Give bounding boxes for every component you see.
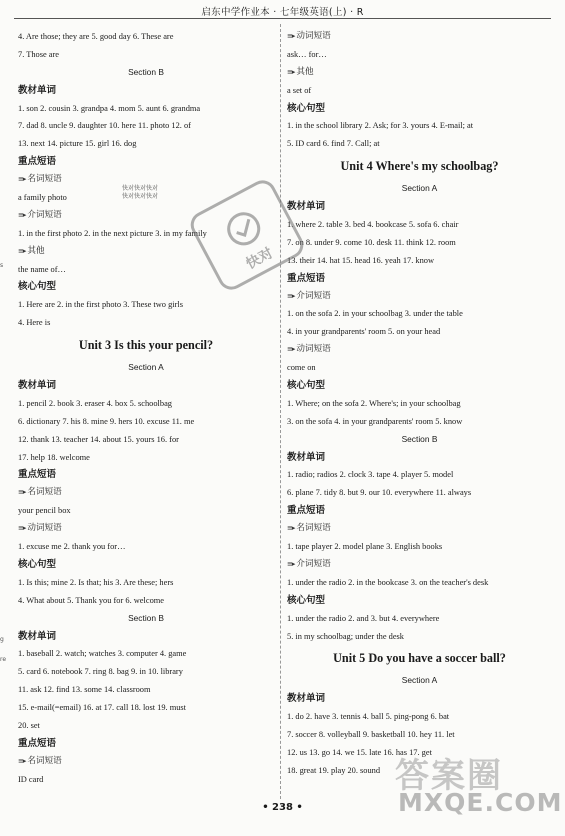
answer-line: 5. in my schoolbag; under the desk <box>287 631 404 641</box>
category-heading: 核心句型 <box>287 380 326 392</box>
column-divider <box>280 24 281 799</box>
answer-line: 1. in the school library 2. Ask; for 3. yours 4. E-mail; at <box>287 121 474 131</box>
answer-line: 17. help 18. welcome <box>18 452 90 462</box>
watermark-line1: 答案圈 <box>395 756 503 796</box>
section-heading: Section A <box>128 362 164 373</box>
subcategory-heading <box>18 520 274 538</box>
arrow-marker-icon: ≡▸ <box>287 67 295 76</box>
subcategory-heading <box>18 484 274 502</box>
answer-line: 15. e-mail(=email) 16. at 17. call 18. lost 19. must <box>18 703 187 713</box>
subcategory-heading <box>287 64 552 82</box>
arrow-marker-icon: ≡▸ <box>18 488 26 497</box>
answer-line: 1. excuse me 2. thank you for… <box>18 542 126 552</box>
answer-line: 1. on the sofa 2. in your schoolbag 3. under the table <box>287 309 463 319</box>
answer-line: 12. thank 13. teacher 14. about 15. yours 16. for <box>18 434 179 444</box>
subcategory-label: 其他 <box>296 66 314 77</box>
subcategory-label: 介词短语 <box>296 558 331 569</box>
answer-line: come on <box>287 363 316 373</box>
answer-line: 3. on the sofa 4. in your grandparents' room 5. know <box>287 416 463 426</box>
handwritten-note: 快对快对快对 快对快对快对 <box>122 185 159 200</box>
subcategory-label: 名词短语 <box>27 487 62 498</box>
answer-line: 20. set <box>18 720 40 730</box>
subcategory-heading <box>287 341 552 359</box>
answer-line: 1. under the radio 2. in the bookcase 3. on the teacher's desk <box>287 577 489 587</box>
subcategory-heading <box>287 556 552 574</box>
unit-title: Unit 4 Where's my schoolbag? <box>340 159 499 174</box>
answer-line: 7. Those are <box>18 49 60 59</box>
category-heading: 核心句型 <box>287 102 326 114</box>
answer-line: your pencil box <box>18 506 71 516</box>
category-heading: 教材单词 <box>18 84 57 96</box>
subcategory-heading <box>287 520 552 538</box>
category-heading: 重点短语 <box>18 469 57 481</box>
answer-line: a family photo <box>18 193 67 203</box>
section-heading: Section B <box>128 612 164 623</box>
subcategory-label: 名词短语 <box>27 755 62 766</box>
answer-line: 4. Are those; they are 5. good day 6. These are <box>18 32 174 41</box>
watermark-line2: MXQE.COM <box>398 788 563 817</box>
answer-line: 13. their 14. hat 15. head 16. yeah 17. know <box>287 255 434 265</box>
arrow-marker-icon: ≡▸ <box>18 756 26 765</box>
answer-line: a set of <box>287 85 312 95</box>
answer-line: 1. Where; on the sofa 2. Where's; in your schoolbag <box>287 398 461 408</box>
answer-line: 11. ask 12. find 13. some 14. classroom <box>18 685 151 695</box>
arrow-marker-icon: ≡▸ <box>287 32 295 40</box>
answer-line: 4. in your grandparents' room 5. on your head <box>287 327 441 337</box>
answer-line: 7. dad 8. uncle 9. daughter 10. here 11. photo 12. of <box>18 121 191 131</box>
answer-line: 1. Is this; mine 2. Is that; his 3. Are these; hers <box>18 577 174 587</box>
arrow-marker-icon: ≡▸ <box>18 246 26 255</box>
edge-mark: s <box>0 262 4 269</box>
page-header <box>0 0 565 20</box>
arrow-marker-icon: ≡▸ <box>18 210 26 219</box>
answer-line: 13. next 14. picture 15. girl 16. dog <box>18 139 137 149</box>
answer-line: 18. great 19. play 20. sound <box>287 765 381 775</box>
answer-line: 5. card 6. notebook 7. ring 8. bag 9. in 10. library <box>18 667 183 677</box>
answer-line: 1. Here are 2. in the first photo 3. These two girls <box>18 300 183 310</box>
answer-line: ID card <box>18 774 44 784</box>
subcategory-heading <box>287 28 552 46</box>
page-number: • 238 • <box>262 802 303 813</box>
category-heading: 教材单词 <box>18 630 57 642</box>
answer-line: 7. soccer 8. volleyball 9. basketball 10. hey 11. let <box>287 730 455 740</box>
category-heading: 重点短语 <box>18 737 57 749</box>
stamp-watermark-icon <box>188 176 306 294</box>
category-heading: 重点短语 <box>18 156 57 168</box>
section-heading: Section A <box>401 675 438 686</box>
answer-line: 1. under the radio 2. and 3. but 4. everywhere <box>287 613 440 623</box>
answer-line: 5. ID card 6. find 7. Call; at <box>287 139 380 149</box>
arrow-marker-icon: ≡▸ <box>18 524 26 533</box>
subcategory-label: 介词短语 <box>27 209 62 220</box>
unit-title: Unit 5 Do you have a soccer ball? <box>333 651 506 666</box>
subcategory-label: 其他 <box>27 245 45 256</box>
arrow-marker-icon: ≡▸ <box>18 175 26 184</box>
answer-line: 1. where 2. table 3. bed 4. bookcase 5. sofa 6. chair <box>287 220 459 230</box>
category-heading: 重点短语 <box>287 505 326 517</box>
answer-line: ask… for… <box>287 49 327 59</box>
stamp-text: 快对 <box>243 245 276 273</box>
answer-line: 7. on 8. under 9. come 10. desk 11. think 12. room <box>287 237 456 247</box>
subcategory-label: 动词短语 <box>296 31 331 41</box>
answer-line: the name of… <box>18 264 66 274</box>
answer-line: 1. pencil 2. book 3. eraser 4. box 5. schoolbag <box>18 398 172 408</box>
category-heading: 教材单词 <box>18 380 57 392</box>
subcategory-label: 名词短语 <box>296 523 331 534</box>
subcategory-label: 名词短语 <box>27 174 62 185</box>
answer-line: 1. baseball 2. watch; watches 3. computer 4. game <box>18 649 187 659</box>
arrow-marker-icon: ≡▸ <box>287 291 295 300</box>
subcategory-label: 动词短语 <box>27 523 62 534</box>
section-heading: Section B <box>401 433 438 444</box>
subcategory-label: 介词短语 <box>296 290 331 301</box>
arrow-marker-icon: ≡▸ <box>287 559 295 568</box>
subcategory-heading <box>18 753 274 771</box>
category-heading: 核心句型 <box>18 281 57 293</box>
category-heading: 核心句型 <box>287 594 326 606</box>
edge-mark: re <box>0 656 7 663</box>
answer-line: 6. dictionary 7. his 8. mine 9. hers 10. excuse 11. me <box>18 416 195 426</box>
arrow-marker-icon: ≡▸ <box>287 524 295 533</box>
category-heading: 核心句型 <box>18 558 57 570</box>
left-column <box>18 28 274 789</box>
header-rule <box>14 18 551 19</box>
subcategory-heading <box>287 288 552 306</box>
category-heading: 教材单词 <box>287 201 326 213</box>
answer-line: 1. in the first photo 2. in the next picture 3. in my family <box>18 228 207 238</box>
section-heading: Section A <box>401 183 438 194</box>
header-title: 启东中学作业本 · 七年级英语(上) · R <box>201 7 364 18</box>
answer-line: 4. What about 5. Thank you for 6. welcome <box>18 595 164 605</box>
subcategory-label: 动词短语 <box>296 344 331 355</box>
section-heading: Section B <box>128 66 164 77</box>
unit-title: Unit 3 Is this your pencil? <box>78 338 214 353</box>
answer-line: 1. son 2. cousin 3. grandpa 4. mom 5. aunt 6. grandma <box>18 103 201 113</box>
arrow-marker-icon: ≡▸ <box>287 345 295 354</box>
answer-line: 4. Here is <box>18 318 51 328</box>
category-heading: 教材单词 <box>287 451 326 463</box>
answer-line: 12. us 13. go 14. we 15. late 16. has 17. get <box>287 747 432 757</box>
category-heading: 重点短语 <box>287 272 326 284</box>
edge-mark: g <box>0 636 4 643</box>
answer-line: 1. radio; radios 2. clock 3. tape 4. player 5. model <box>287 470 454 480</box>
answer-line: 1. tape player 2. model plane 3. English books <box>287 542 443 552</box>
answer-line: 1. do 2. have 3. tennis 4. ball 5. ping-pong 6. bat <box>287 712 450 722</box>
right-column <box>287 28 552 780</box>
answer-line: 6. plane 7. tidy 8. but 9. our 10. everywhere 11. always <box>287 488 472 498</box>
category-heading: 教材单词 <box>287 693 326 705</box>
